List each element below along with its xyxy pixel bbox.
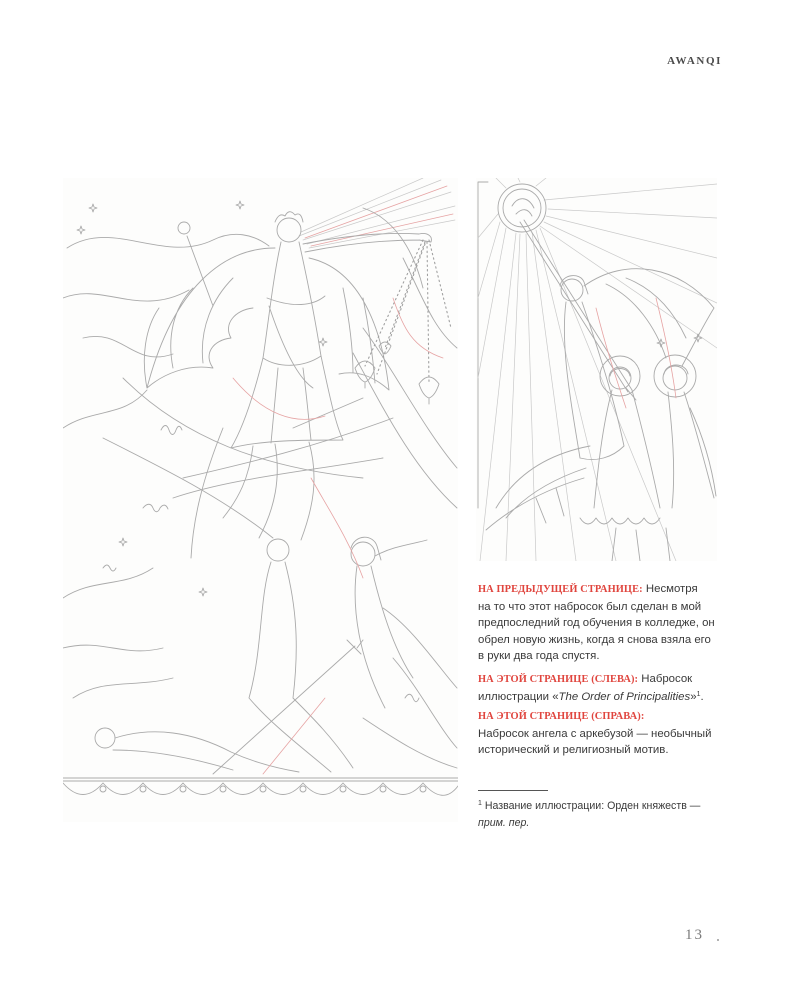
lying-figure-body [113,732,299,772]
caption-line: предпоследний год обучения в колледже, он [478,617,715,630]
caption-line: на то что этот набросок был сделан в мой [478,600,702,613]
reclining-figure-hair [351,537,381,560]
kneeling-figure-body [249,562,353,772]
drapery-lower-right [363,608,457,768]
caption-this-page-left [478,671,728,705]
angel-head [277,218,301,242]
censer-chains [365,240,451,382]
sparkle-stars [77,201,327,596]
page-number-ornament [717,939,719,941]
illustration-title: The Order of Principalities [558,690,691,703]
caption-label: НА ЭТОЙ СТРАНИЦЕ (СЛЕВА): [478,674,639,685]
footnote-reference[interactable]: 1 [696,690,701,698]
footnote-text: Название иллюстрации: Орден княжеств — [484,800,701,812]
frame-edge [478,182,488,508]
raised-arm [303,233,431,252]
left-illustration [63,178,458,822]
figure-head-right [663,366,687,390]
page-number: 13 [685,927,704,943]
angel-crown [275,212,303,222]
upper-drapery [363,208,457,348]
light-rays [299,178,455,248]
footnote [478,798,728,832]
caption-line: Набросок ангела с аркебузой — необычный [478,727,712,740]
caption-label: НА ПРЕДЫДУЩЕЙ СТРАНИЦЕ: [478,584,643,595]
caption-line: в руки два года спустя. [478,650,600,663]
sweeping-lines [103,378,363,538]
reclining-figure-head [351,542,375,566]
skirt-hem [580,518,660,524]
footnote-rule [478,790,548,791]
footnote-line [478,798,728,815]
kneeling-figure-head [267,539,289,561]
radiating-rays [478,178,717,561]
translator-note: прим. пер. [478,817,530,829]
caption-line: исторический и религиозный мотив. [478,744,669,757]
dove-in-halo [512,199,534,216]
legs [612,528,670,561]
footnote-line [478,815,728,832]
caption-line [478,671,728,689]
caption-line [478,689,728,706]
red-construction-lines [233,298,443,774]
caption-label: НА ЭТОЙ СТРАНИЦЕ (СПРАВА): [478,711,645,722]
caption-text: Несмотря [645,583,698,595]
right-illustration [476,178,717,561]
lower-right-wing [690,408,716,496]
angel-robe [231,356,343,448]
left-illustration-drawing [63,178,458,822]
staff-orb [178,222,190,234]
drapery-swirl [63,234,269,428]
lying-figure-head [95,728,115,748]
staff [187,236,213,306]
figure-bodies [594,390,714,508]
arquebus [520,220,636,400]
caption-text: » [690,690,697,703]
caption-line: обрел новую жизнь, когда я снова взяла его [478,633,711,646]
left-wing [144,248,275,388]
caption-previous-page [478,581,728,665]
drapery-lower-left [63,568,173,698]
right-wing [309,258,389,390]
tangled-legs [173,418,393,558]
caption-this-page-right [478,709,728,759]
sun-halo-inner [503,189,541,227]
angel-robe [564,302,624,460]
caption-text: иллюстрации « [478,690,559,703]
border-lines [63,778,458,781]
angel-torso [263,242,325,388]
running-title: AWANQI [667,55,722,67]
right-illustration-drawing [476,178,717,561]
angel-wing [584,269,714,366]
footnote-marker: 1 [478,800,482,807]
caption-line [478,581,728,599]
drapery-right [353,328,457,508]
handwritten-notes [103,426,419,702]
caption-text: Набросок [641,673,693,685]
angel-head [561,279,583,301]
lower-left-wing [486,446,590,530]
garland-border [63,783,458,795]
caption-text: . [700,690,704,703]
